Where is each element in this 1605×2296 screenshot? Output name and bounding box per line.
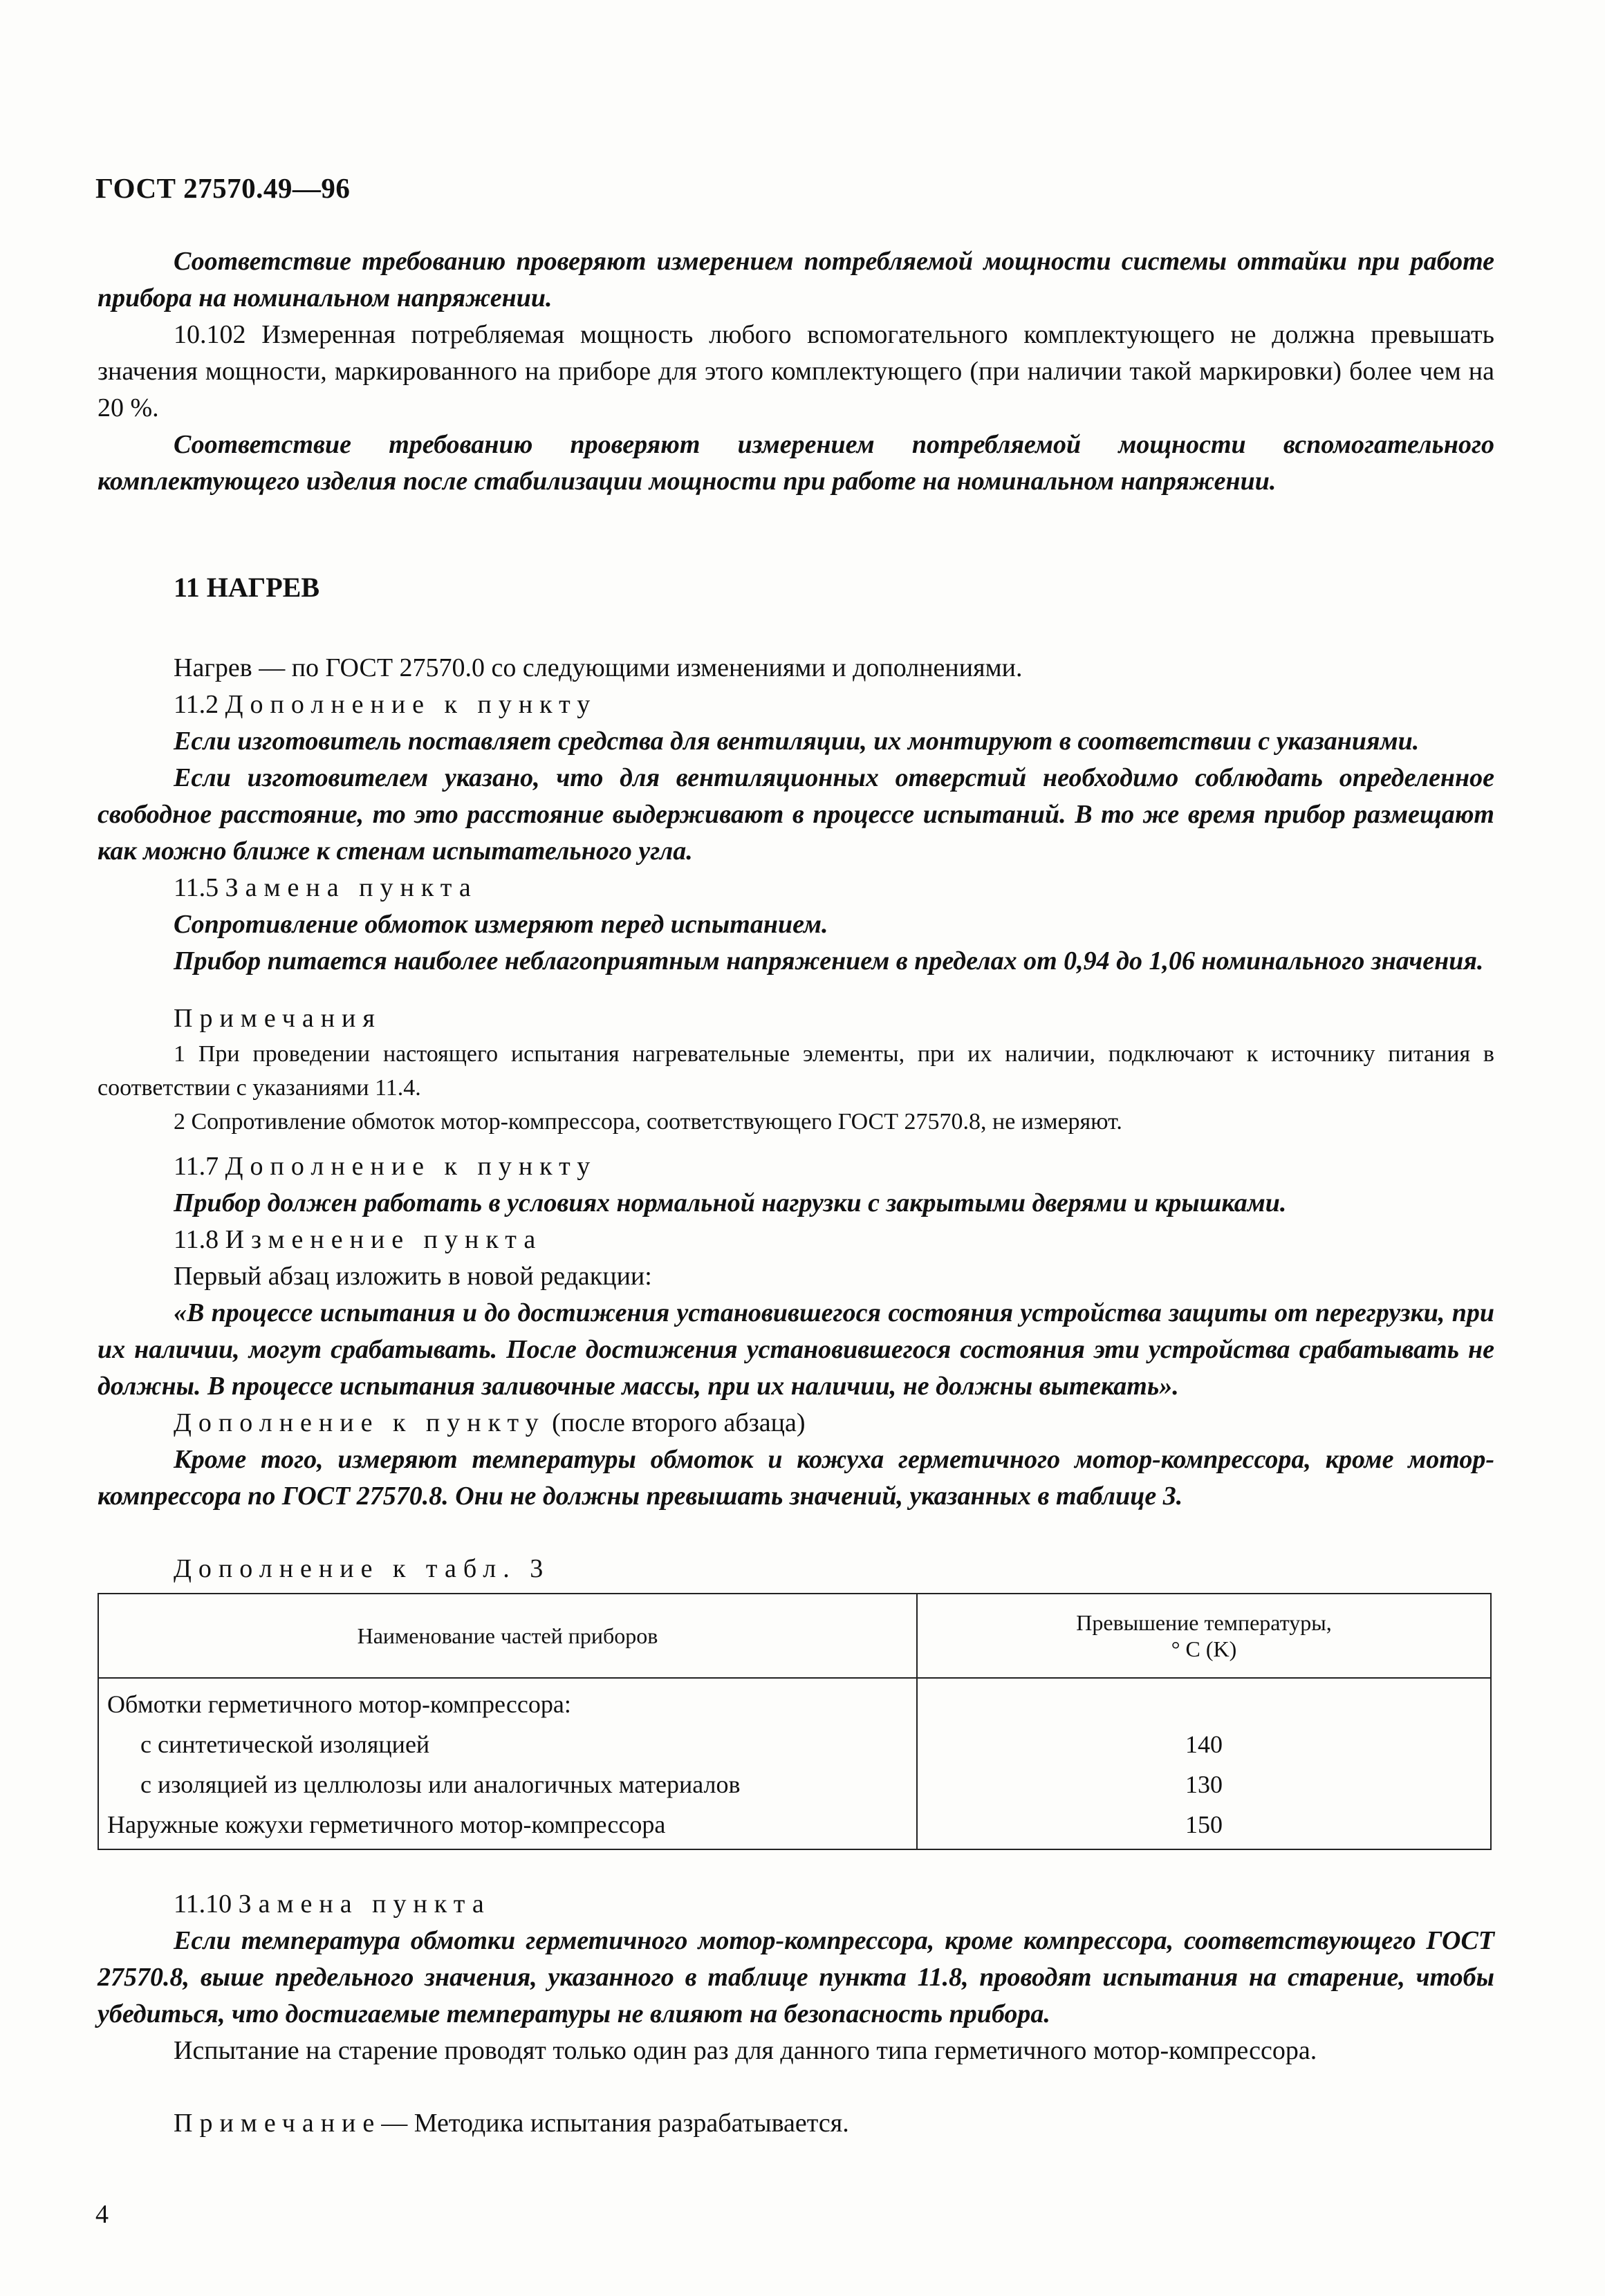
clause-heading-text: Дополнение к пункту <box>225 690 597 719</box>
paragraph: Если изготовитель поставляет средства для вентиляции, их монтируют в соответствии с указаниями. <box>174 727 1420 756</box>
clause-heading <box>98 1405 1494 1441</box>
document-body <box>98 243 1494 2142</box>
clause-heading <box>98 1222 1494 1258</box>
clause-heading-text: Изменение пункта <box>225 1225 543 1254</box>
note: 1 При проведении настоящего испытания нагревательные элементы, при их наличии, подключают к источнику питания в соответствии с указаниями 11.4. <box>98 1041 1494 1101</box>
table-row <box>98 1804 1491 1849</box>
paragraph: 10.102 Измеренная потребляемая мощность любого вспомогательного комплектующего не должна превышать значения мощности, маркированного на приборе для этого комплектующего (при наличии такой маркировки) более чем на 20 %. <box>98 320 1494 422</box>
table-cell: Наружные кожухи герметичного мотор-компрессора <box>98 1804 917 1849</box>
note: 2 Сопротивление обмоток мотор-компрессора, соответствующего ГОСТ 27570.8, не измеряют. <box>174 1109 1122 1135</box>
table-caption: Дополнение к табл. 3 <box>174 1554 550 1583</box>
document-header: ГОСТ 27570.49—96 <box>95 172 351 204</box>
table-cell: 140 <box>917 1724 1491 1764</box>
table-header-cell: Наименование частей приборов <box>98 1594 917 1678</box>
page-number: 4 <box>95 2200 109 2229</box>
clause-heading-text: Замена пункта <box>238 1889 491 1919</box>
temperature-table <box>98 1593 1492 1850</box>
clause-number: 11.5 <box>174 873 219 902</box>
final-note-text: — Методика испытания разрабатывается. <box>381 2109 849 2138</box>
header-line: ° C (K) <box>1171 1636 1237 1661</box>
paragraph: «В процессе испытания и до достижения установившегося состояния устройства защиты от перегрузки, при их наличии, могут срабатывать. После достижения установившегося состояния эти устройства срабатывать не должны. В процессе испытания заливочные массы, при их наличии, не должны вытекать». <box>98 1298 1494 1401</box>
section-title: 11 НАГРЕВ <box>174 572 320 603</box>
table-cell <box>917 1678 1491 1724</box>
table-cell: 150 <box>917 1804 1491 1849</box>
clause-heading <box>98 687 1494 723</box>
table-cell: 130 <box>917 1764 1491 1804</box>
notes-title: Примечания <box>174 1004 382 1033</box>
table-cell: Обмотки герметичного мотор-компрессора: <box>98 1678 917 1724</box>
clause-heading <box>98 1886 1494 1923</box>
paragraph: Испытание на старение проводят только один раз для данного типа герметичного мотор-компрессора. <box>174 2036 1317 2065</box>
final-note-label: Примечание <box>174 2109 382 2138</box>
paragraph: Первый абзац изложить в новой редакции: <box>174 1262 652 1291</box>
paragraph: Сопротивление обмоток измеряют перед испытанием. <box>174 910 828 939</box>
paragraph: Соответствие требованию проверяют измерением потребляемой мощности вспомогательного комплектующего изделия после стабилизации мощности при работе на номинальном напряжении. <box>98 430 1494 496</box>
table-row <box>98 1678 1491 1724</box>
paragraph: Прибор должен работать в условиях нормальной нагрузки с закрытыми дверями и крышками. <box>174 1188 1287 1217</box>
paragraph: Нагрев — по ГОСТ 27570.0 со следующими изменениями и дополнениями. <box>174 653 1023 682</box>
clause-number: 11.7 <box>174 1152 219 1181</box>
clause-heading <box>98 870 1494 906</box>
header-line: Превышение температуры, <box>1076 1610 1332 1635</box>
final-note <box>98 2105 1494 2142</box>
table-cell: с синтетической изоляцией <box>98 1724 917 1764</box>
table-header-row <box>98 1594 1491 1678</box>
clause-heading-text: Замена пункта <box>225 873 478 902</box>
clause-heading-text: Дополнение к пункту <box>174 1408 546 1437</box>
paragraph: Прибор питается наиболее неблагоприятным напряжением в пределах от 0,94 до 1,06 номинального значения. <box>174 946 1484 976</box>
paragraph: Если температура обмотки герметичного мотор-компрессора, кроме компрессора, соответствующего ГОСТ 27570.8, выше предельного значения, указанного в таблице пункта 11.8, проводят испытания на старение, чтобы убедиться, что достигаемые температуры не влияют на безопасность прибора. <box>98 1926 1494 2028</box>
paragraph: Если изготовителем указано, что для вентиляционных отверстий необходимо соблюдать определенное свободное расстояние, то это расстояние выдерживают в процессе испытаний. В то же время прибор размещают как можно ближе к стенам испытательного угла. <box>98 763 1494 866</box>
clause-heading <box>98 1148 1494 1185</box>
table-cell: с изоляцией из целлюлозы или аналогичных материалов <box>98 1764 917 1804</box>
clause-number: 11.2 <box>174 690 219 719</box>
clause-heading-text: Дополнение к пункту <box>225 1152 597 1181</box>
paragraph: Соответствие требованию проверяют измерением потребляемой мощности системы оттайки при работе прибора на номинальном напряжении. <box>98 247 1494 312</box>
table-header-cell <box>917 1594 1491 1678</box>
clause-heading-suffix: (после второго абзаца) <box>552 1408 806 1437</box>
paragraph: Кроме того, измеряют температуры обмоток и кожуха герметичного мотор-компрессора, кроме мотор-компрессора по ГОСТ 27570.8. Они не должны превышать значений, указанных в таблице 3. <box>98 1445 1494 1511</box>
clause-number: 11.10 <box>174 1889 232 1919</box>
table-row <box>98 1764 1491 1804</box>
table-row <box>98 1724 1491 1764</box>
clause-number: 11.8 <box>174 1225 219 1254</box>
